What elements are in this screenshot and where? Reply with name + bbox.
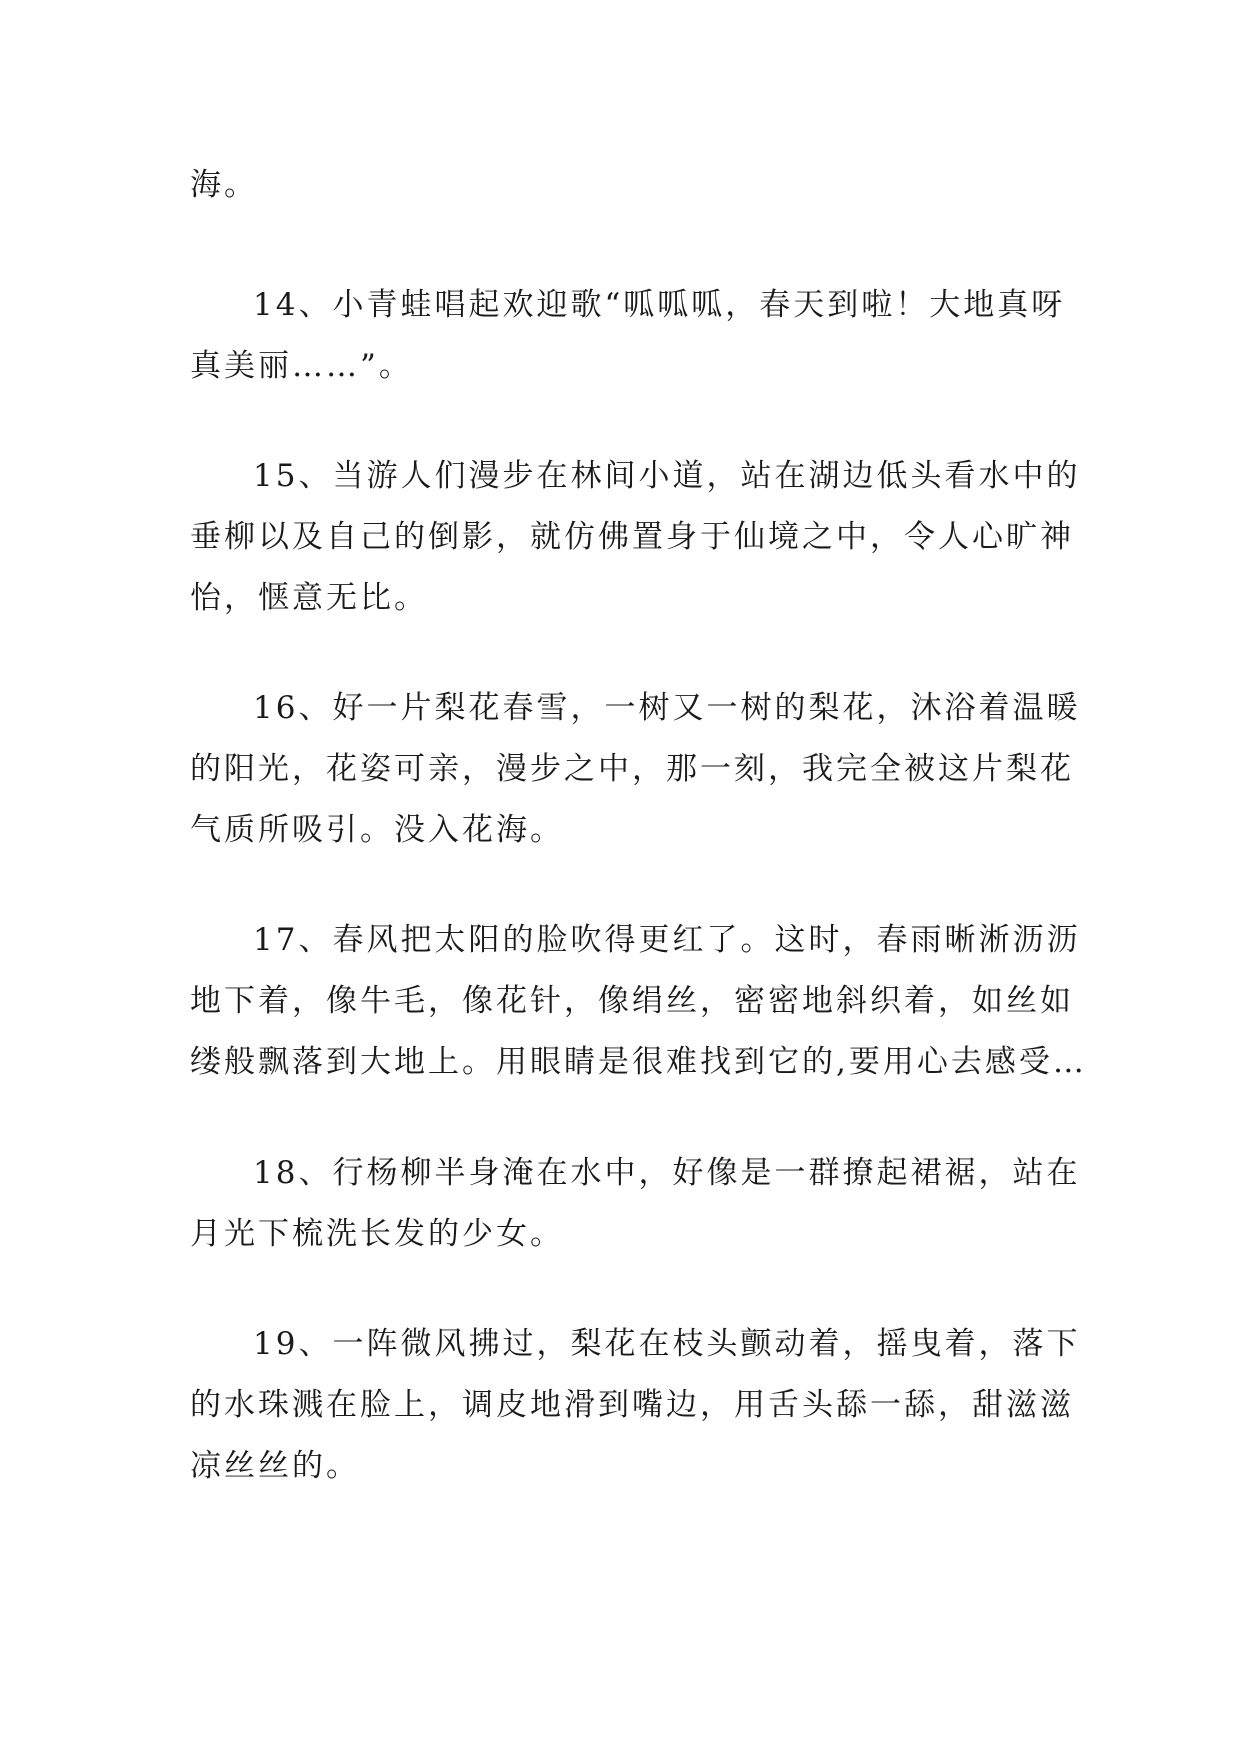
paragraph-18 [190,1143,1081,1265]
paragraph-line: 怡，惬意无比。 [190,580,428,616]
paragraph-line: 16、好一片梨花春雪，一树又一树的梨花，沐浴着温暖 [253,690,1081,726]
paragraph-line: 的阳光，花姿可亲，漫步之中，那一刻，我完全被这片梨花 [190,751,1074,787]
paragraph-16 [190,678,1081,861]
paragraph-line: 15、当游人们漫步在林间小道，站在湖边低头看水中的 [253,458,1081,494]
paragraph-line: 真美丽……”。 [190,348,413,384]
paragraph-line: 19、一阵微风拂过，梨花在枝头颤动着，摇曳着，落下 [253,1326,1081,1362]
paragraph-17 [190,910,1087,1093]
paragraph-line: 地下着，像牛毛，像花针，像绢丝，密密地斜织着，如丝如 [190,983,1074,1019]
paragraph-line: 气质所吸引。没入花海。 [190,812,564,848]
paragraph-line: 18、行杨柳半身淹在水中，好像是一群撩起裙裾，站在 [253,1155,1081,1191]
paragraph-line: 的水珠溅在脸上，调皮地滑到嘴边，用舌头舔一舔，甜滋滋 [190,1387,1074,1423]
paragraph-13-continuation [190,155,1056,216]
paragraph-line: 17、春风把太阳的脸吹得更红了。这时，春雨晰淅沥沥 [253,922,1081,958]
paragraph-line: 凉丝丝的。 [190,1448,360,1484]
paragraph-19 [190,1314,1081,1497]
paragraph-line: 缕般飘落到大地上。用眼睛是很难找到它的,要用心去感受… [190,1044,1087,1080]
paragraph-line: 海。 [190,167,258,203]
paragraph-line: 14、小青蛙唱起欢迎歌“呱呱呱，春天到啦！大地真呀 [253,287,1066,323]
paragraph-14 [190,275,1066,397]
paragraph-15 [190,446,1081,629]
paragraph-line: 垂柳以及自己的倒影，就仿佛置身于仙境之中，令人心旷神 [190,519,1074,555]
paragraph-line: 月光下梳洗长发的少女。 [190,1216,564,1252]
